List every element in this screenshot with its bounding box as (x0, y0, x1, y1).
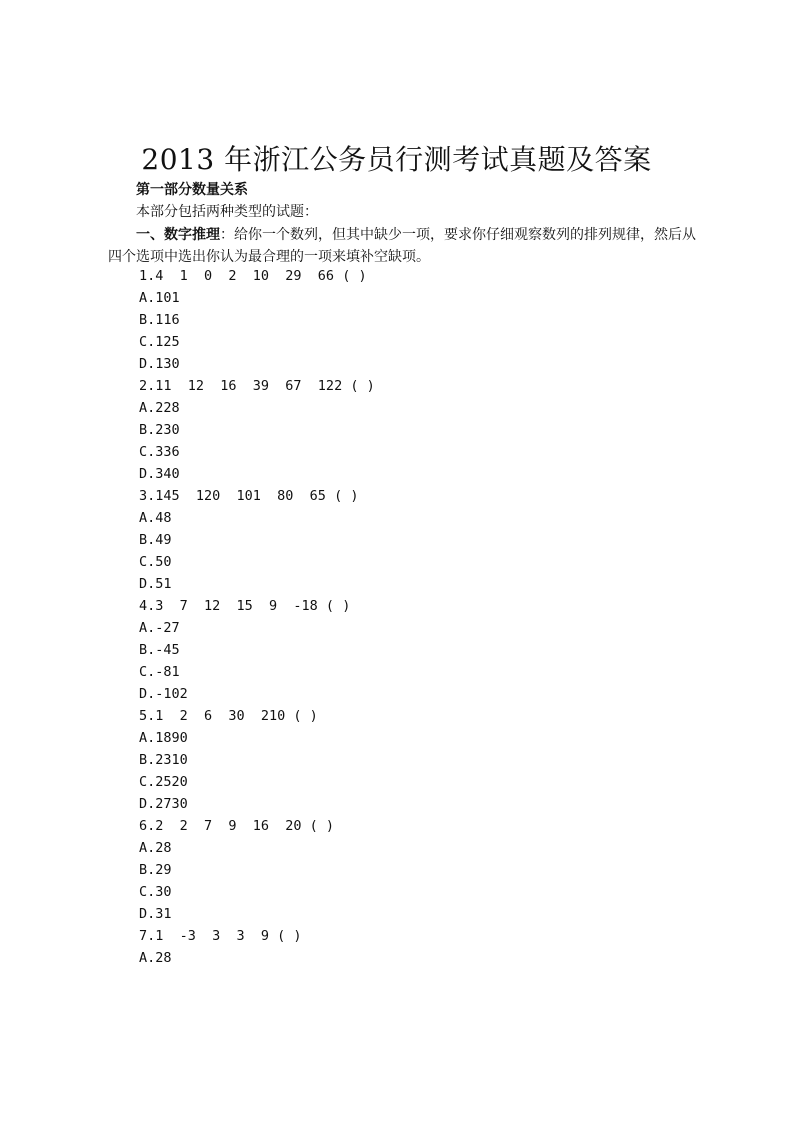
instruction-lead: 一、数字推理 (136, 227, 220, 243)
answer-option: D.130 (139, 356, 180, 372)
answer-option: C.125 (139, 334, 180, 350)
answer-option: C.50 (139, 554, 172, 570)
answer-option: A.28 (139, 840, 172, 856)
answer-option: A.-27 (139, 620, 180, 636)
answer-option: A.1890 (139, 730, 188, 746)
question-stem: 6.2 2 7 9 16 20 ( ) (139, 818, 335, 834)
section-intro: 本部分包括两种类型的试题： (136, 204, 318, 220)
answer-option: B.2310 (139, 752, 188, 768)
answer-option: C.2520 (139, 774, 188, 790)
answer-option: C.30 (139, 884, 172, 900)
answer-option: B.-45 (139, 642, 180, 658)
answer-option: B.49 (139, 532, 172, 548)
question-stem: 1.4 1 0 2 10 29 66 ( ) (139, 268, 367, 284)
instruction-paragraph (108, 224, 698, 268)
answer-option: D.340 (139, 466, 180, 482)
answer-option: A.48 (139, 510, 172, 526)
document-title: 2013 年浙江公务员行测考试真题及答案 (141, 143, 652, 176)
question-stem: 2.11 12 16 39 67 122 ( ) (139, 378, 375, 394)
question-stem: 4.3 7 12 15 9 -18 ( ) (139, 598, 351, 614)
section-heading: 第一部分数量关系 (136, 182, 248, 198)
question-stem: 5.1 2 6 30 210 ( ) (139, 708, 318, 724)
answer-option: C.-81 (139, 664, 180, 680)
answer-option: D.-102 (139, 686, 188, 702)
answer-option: D.51 (139, 576, 172, 592)
answer-option: B.116 (139, 312, 180, 328)
answer-option: D.2730 (139, 796, 188, 812)
question-stem: 7.1 -3 3 3 9 ( ) (139, 928, 302, 944)
answer-option: A.101 (139, 290, 180, 306)
answer-option: B.230 (139, 422, 180, 438)
instruction-text: ：给你一个数列，但其中缺少一项，要求你仔细观察数列的排列规律，然后从四个选项中选出你认为最合理的一项来填补空缺项。 (108, 227, 696, 265)
answer-option: C.336 (139, 444, 180, 460)
answer-option: B.29 (139, 862, 172, 878)
answer-option: A.228 (139, 400, 180, 416)
answer-option: A.28 (139, 950, 172, 966)
question-list (139, 265, 375, 969)
question-stem: 3.145 120 101 80 65 ( ) (139, 488, 359, 504)
answer-option: D.31 (139, 906, 172, 922)
